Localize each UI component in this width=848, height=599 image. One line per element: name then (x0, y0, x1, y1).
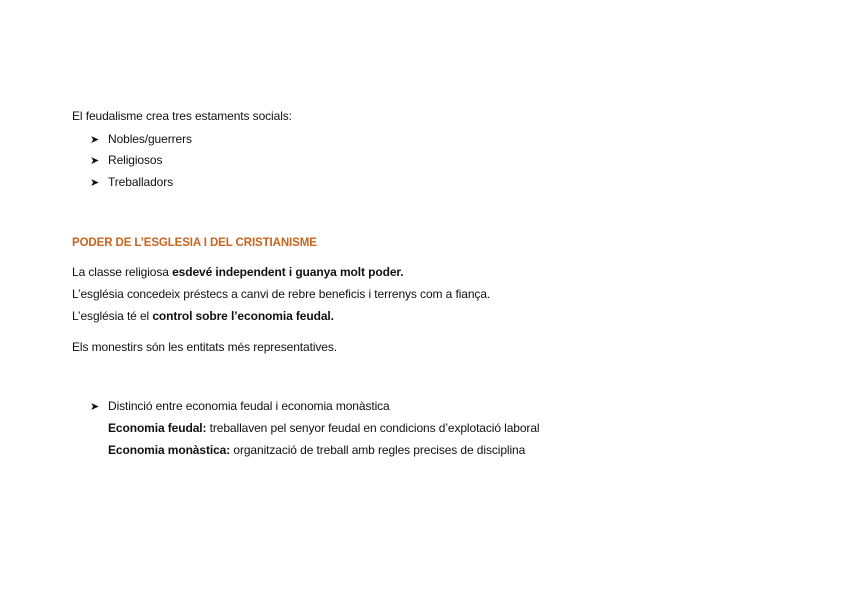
list-item-label: Distinció entre economia feudal i economia monàstica (108, 399, 390, 413)
list-item (90, 399, 390, 414)
definition-monastic (108, 443, 525, 457)
arrow-bullet-icon: ➤ (90, 155, 100, 167)
list-item-label: Treballadors (108, 175, 174, 189)
definition-text: organització de treball amb regles precises de disciplina (230, 443, 526, 457)
definition-term: Economia feudal: (108, 421, 207, 435)
list-item (90, 153, 162, 168)
definition-text: treballaven pel senyor feudal en condicions d’explotació laboral (206, 421, 540, 435)
list-item-label: Religiosos (108, 153, 163, 167)
list-item (90, 132, 192, 147)
intro-text: El feudalisme crea tres estaments socials: (72, 109, 292, 123)
paragraph-text: La classe religiosa (72, 265, 173, 279)
paragraph (72, 309, 334, 323)
definition-term: Economia monàstica: (108, 443, 231, 457)
paragraph: L’església concedeix préstecs a canvi de rebre beneficis i terrenys com a fiança. (72, 287, 491, 301)
arrow-bullet-icon: ➤ (90, 134, 100, 146)
arrow-bullet-icon: ➤ (90, 177, 100, 189)
section-heading: PODER DE L’ESGLESIA I DEL CRISTIANISME (72, 237, 317, 249)
paragraph: Els monestirs són les entitats més representatives. (72, 340, 338, 354)
list-item-label: Nobles/guerrers (108, 132, 192, 146)
emphasis-text: esdevé independent i guanya molt poder. (172, 265, 404, 279)
arrow-bullet-icon: ➤ (90, 401, 100, 413)
definition-feudal (108, 421, 539, 435)
emphasis-text: control sobre l’economia feudal. (152, 309, 334, 323)
paragraph (72, 265, 404, 279)
list-item (90, 175, 173, 190)
paragraph-text: L’església té el (72, 309, 153, 323)
